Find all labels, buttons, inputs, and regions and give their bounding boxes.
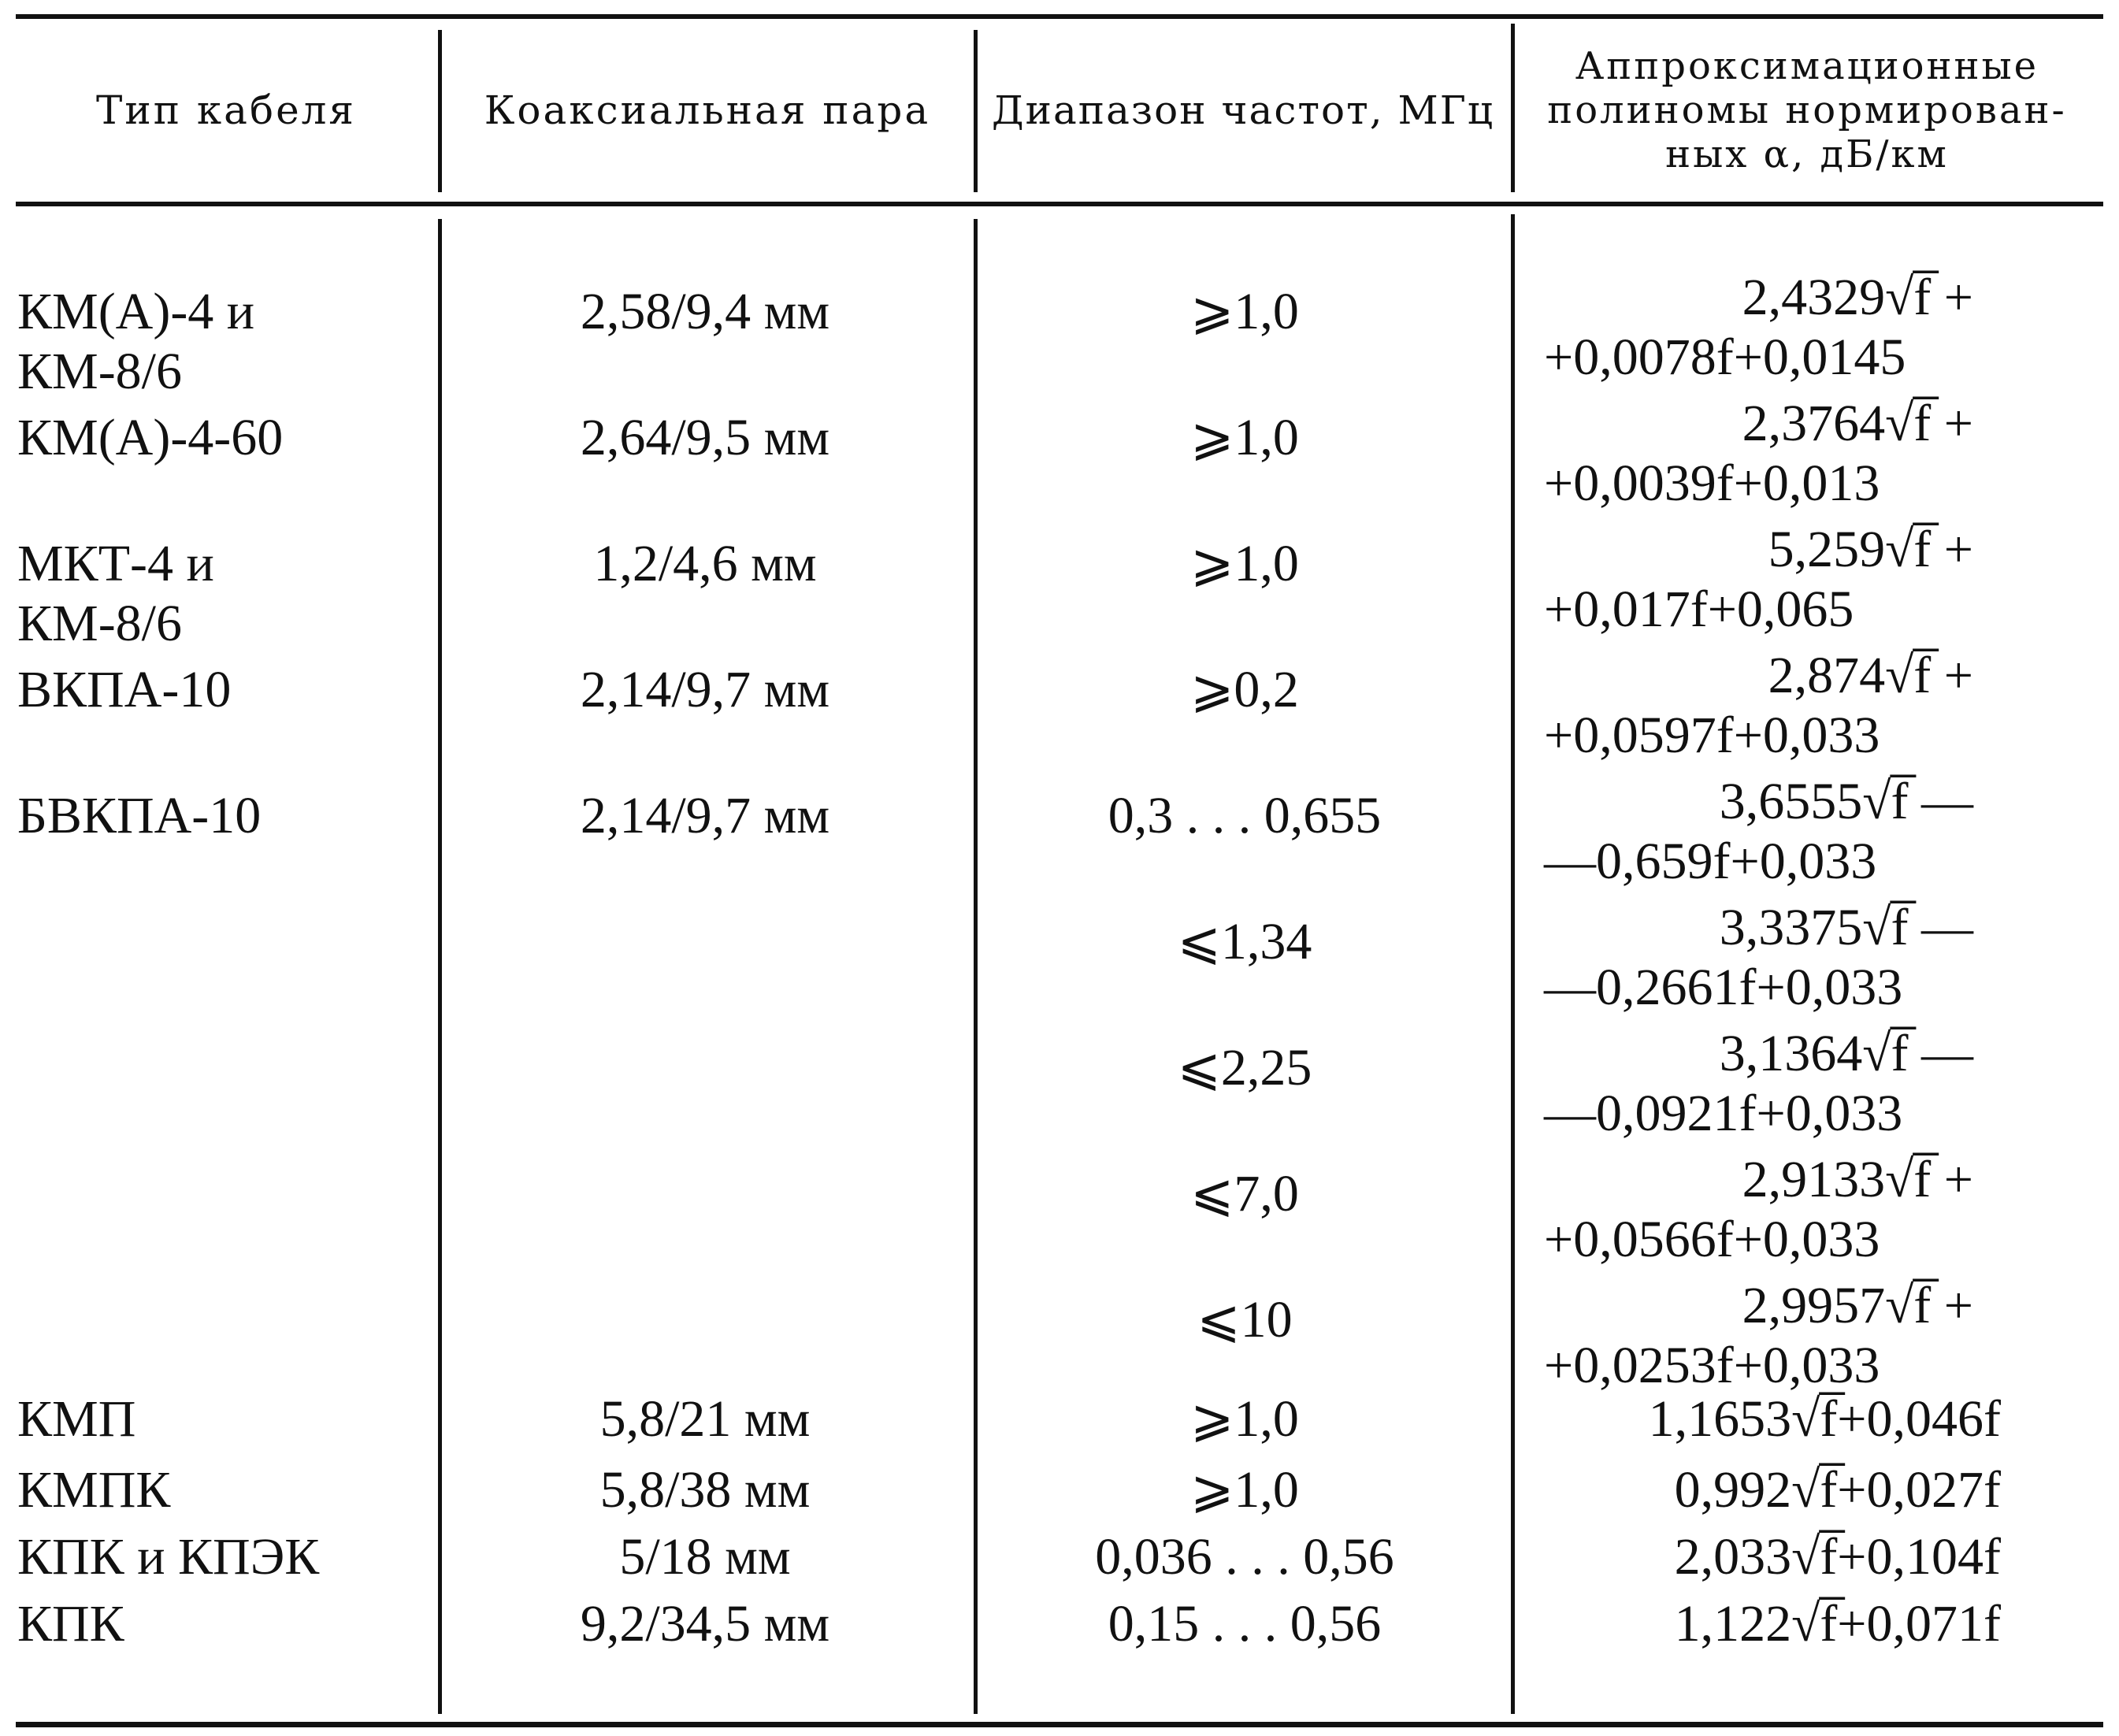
cable-type-line: КПК и КПЭК: [17, 1528, 320, 1586]
frequency-range-cell: 0,036 . . . 0,56: [1095, 1528, 1394, 1586]
cable-type-line: БВКПА-10: [17, 787, 262, 844]
polynomial-cell: [1520, 1276, 2103, 1396]
body-divider-3: [1511, 214, 1515, 1714]
table-bottom-rule: [16, 1722, 2103, 1727]
polynomial-cell: [1520, 646, 2103, 766]
header-polynomials: [1516, 19, 2099, 202]
frequency-range-cell: ⩾1,0: [1190, 409, 1299, 466]
cable-type-line: КМ-8/6: [17, 595, 183, 652]
coax-pair-cell: 9,2/34,5 мм: [580, 1595, 830, 1653]
cable-type-line: ВКПА-10: [17, 661, 232, 718]
cable-type-line: МКТ-4 и: [17, 535, 214, 592]
frequency-range-cell: ⩽7,0: [1190, 1165, 1299, 1222]
polynomial-cell: [1520, 1024, 2103, 1144]
polynomial-cell: [1520, 394, 2103, 514]
header-frequency-range: Диапазон частот, МГц: [991, 87, 1495, 133]
polynomial-cell: [1520, 772, 2103, 892]
polynomial-line: 3,1364√f̅ —: [1719, 1025, 1973, 1082]
header-divider-3: [1511, 24, 1515, 192]
polynomial-line: —0,2661f+0,033: [1544, 959, 1903, 1016]
header-bottom-rule: [16, 202, 2103, 206]
cable-type-line: КМ(А)-4 и: [17, 283, 255, 340]
polynomial-line: +0,0566f+0,033: [1544, 1211, 1880, 1268]
cable-type-line: КМ(А)-4-60: [17, 409, 284, 466]
coax-pair-cell: 1,2/4,6 мм: [593, 535, 817, 592]
header-poly-line: Аппроксимационные: [1575, 44, 2039, 88]
cable-type-cell: [17, 282, 427, 402]
cable-type-line: КПК: [17, 1595, 124, 1653]
polynomial-cell: [1520, 1150, 2103, 1270]
cable-type-cell: [17, 1594, 427, 1654]
body-divider-2: [974, 219, 978, 1714]
frequency-range-cell: ⩽2,25: [1177, 1039, 1312, 1096]
header-coax-pair: Коаксиальная пара: [484, 87, 931, 133]
frequency-range-cell: ⩾1,0: [1190, 1461, 1299, 1519]
cable-type-cell: [17, 786, 427, 846]
polynomial-line: 1,1653√f̅+0,046f: [1648, 1390, 2001, 1448]
polynomial-line: +0,0597f+0,033: [1544, 707, 1880, 764]
polynomial-line: 2,3764√f̅ +: [1742, 395, 1973, 452]
cable-type-cell: [17, 660, 427, 720]
polynomial-cell: [1520, 520, 2103, 640]
polynomial-line: +0,0253f+0,033: [1544, 1337, 1880, 1394]
polynomial-cell: [1520, 1460, 2103, 1520]
cable-type-cell: [17, 1460, 427, 1520]
header-poly-line: полиномы нормирован-: [1547, 88, 2067, 132]
frequency-range-cell: ⩾1,0: [1190, 535, 1299, 592]
header-divider-1: [438, 30, 442, 192]
header-poly-line: ных α, дБ/км: [1665, 132, 1949, 176]
polynomial-line: 2,4329√f̅ +: [1742, 269, 1973, 326]
coax-pair-cell: 5,8/21 мм: [599, 1390, 811, 1448]
coax-pair-cell: 2,14/9,7 мм: [580, 787, 830, 844]
header-cable-type: Тип кабеля: [96, 87, 356, 133]
coax-pair-cell: 5,8/38 мм: [599, 1461, 811, 1519]
cable-type-cell: [17, 1389, 427, 1449]
polynomial-line: —0,659f+0,033: [1544, 833, 1877, 890]
cable-type-line: КМП: [17, 1390, 136, 1448]
frequency-range-cell: ⩾1,0: [1190, 283, 1299, 340]
polynomial-line: —0,0921f+0,033: [1544, 1085, 1903, 1142]
coax-pair-cell: 5/18 мм: [619, 1528, 791, 1586]
polynomial-line: +0,0039f+0,013: [1544, 454, 1880, 512]
polynomial-line: 1,122√f̅+0,071f: [1674, 1595, 2001, 1653]
cable-type-cell: [17, 1527, 427, 1587]
polynomial-cell: [1520, 268, 2103, 388]
cable-type-cell: [17, 408, 427, 468]
frequency-range-cell: ⩽10: [1197, 1291, 1293, 1348]
polynomial-line: 2,033√f̅+0,104f: [1674, 1528, 2001, 1586]
cable-type-line: КМПК: [17, 1461, 171, 1519]
polynomial-line: +0,0078f+0,0145: [1544, 328, 1906, 386]
cable-type-cell: [17, 534, 427, 654]
frequency-range-cell: ⩾1,0: [1190, 1390, 1299, 1448]
polynomial-line: 0,992√f̅+0,027f: [1674, 1461, 2001, 1519]
polynomial-cell: [1520, 1389, 2103, 1449]
frequency-range-cell: ⩾0,2: [1190, 661, 1299, 718]
frequency-range-cell: 0,15 . . . 0,56: [1108, 1595, 1382, 1653]
polynomial-cell: [1520, 1594, 2103, 1654]
polynomial-line: 5,259√f̅ +: [1768, 521, 1973, 578]
polynomial-line: 2,9957√f̅ +: [1742, 1277, 1973, 1334]
coax-pair-cell: 2,64/9,5 мм: [580, 409, 830, 466]
polynomial-cell: [1520, 1527, 2103, 1587]
frequency-range-cell: 0,3 . . . 0,655: [1108, 787, 1382, 844]
header-divider-2: [974, 30, 978, 192]
polynomial-cell: [1520, 898, 2103, 1018]
polynomial-line: 2,874√f̅ +: [1768, 647, 1973, 704]
polynomial-line: 3,3375√f̅ —: [1719, 899, 1973, 956]
coax-pair-cell: 2,14/9,7 мм: [580, 661, 830, 718]
frequency-range-cell: ⩽1,34: [1177, 913, 1312, 970]
polynomial-line: +0,017f+0,065: [1544, 581, 1854, 638]
coax-pair-cell: 2,58/9,4 мм: [580, 283, 830, 340]
cable-type-line: КМ-8/6: [17, 343, 183, 400]
polynomial-line: 2,9133√f̅ +: [1742, 1151, 1973, 1208]
polynomial-line: 3,6555√f̅ —: [1719, 773, 1973, 830]
